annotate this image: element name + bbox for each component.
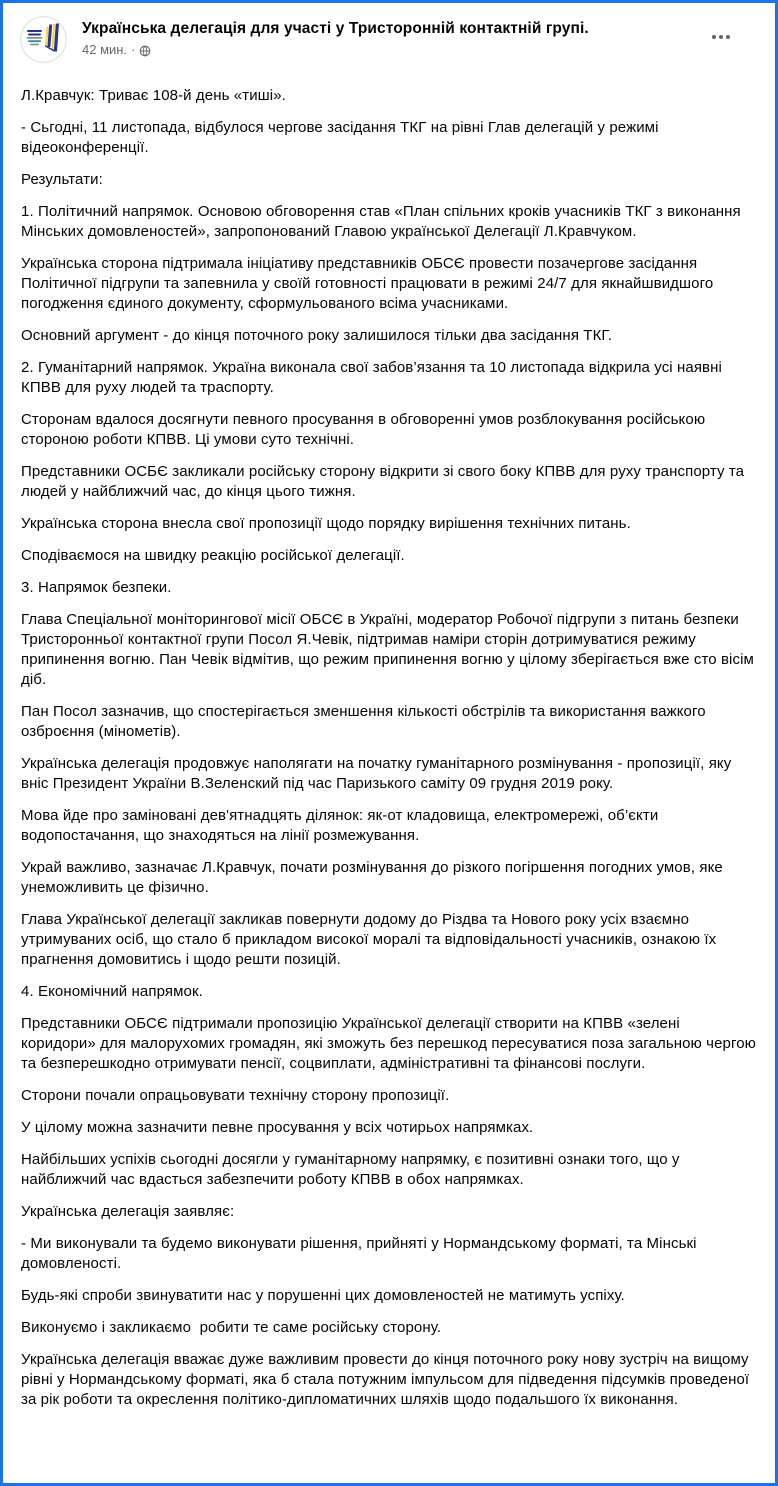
post-paragraph: У цілому можна зазначити певне просування у всіх чотирьох напрямках. bbox=[21, 1119, 534, 1136]
post-paragraph: Представники ОБСЄ підтримали пропозицію Української делегації створити на КПВВ «зелені коридори» для малорухомих громадян, які зможуть без перешкод пересуватися поза загальною чергою та безперешкодно отримувати пенсії, соцвиплати, адміністративні та фінансові послуги. bbox=[21, 1015, 761, 1072]
post-paragraph: Будь-які спроби звинуватити нас у порушенні цих домовленостей не матимуть успіху. bbox=[21, 1287, 625, 1304]
post-paragraph: - Сьгодні, 11 листопада, відбулося чергове засідання ТКГ на рівні Глав делегацій у режимі відеоконференції. bbox=[21, 119, 663, 156]
facebook-post-card bbox=[3, 3, 775, 1483]
post-paragraph: 3. Напрямок безпеки. bbox=[21, 579, 172, 596]
post-paragraph: Л.Кравчук: Триває 108-й день «тиші». bbox=[21, 87, 286, 104]
post-paragraph: Сторонам вдалося досягнути певного просування в обговоренні умов розблокування російською стороною роботи КПВВ. Ці умови суто технічні. bbox=[21, 411, 710, 448]
meta-separator: · bbox=[131, 42, 136, 57]
post-paragraph: 4. Економічний напрямок. bbox=[21, 983, 203, 1000]
post-paragraph: Українська делегація вважає дуже важливим провести до кінця поточного року нову зустріч на вищому рівні у Нормандському форматі, яка б стала потужним імпульсом для підведення підсумків проведеної за рік роботи та окреслення політико-дипломатичних шляхів щодо подальшого їх виконання. bbox=[21, 1351, 754, 1408]
post-paragraph: Глава Спеціальної моніторингової місії ОБСЄ в Україні, модератор Робочої підгрупи з питань безпеки Тристоронньої контактної групи Посол Я.Чевік, підтримав наміри сторін дотримуватися режиму припинення вогню. Пан Чевік відмітив, що режим припинення вогню у цілому зберігається вже сто вісім діб. bbox=[21, 611, 759, 688]
post-paragraph: Українська сторона внесла свої пропозиції щодо порядку вирішення технічних питань. bbox=[21, 515, 631, 532]
post-paragraph: 1. Політичний напрямок. Основою обговорення став «План спільних кроків учасників ТКГ з виконання Мінських домовленостей», запропонований Главою української Делегації Л.Кравчуком. bbox=[21, 203, 746, 240]
post-meta bbox=[82, 42, 703, 58]
post-paragraph: Основний аргумент - до кінця поточного року залишилося тільки два засідання ТКГ. bbox=[21, 327, 613, 344]
post-paragraph: Українська делегація заявляє: bbox=[21, 1203, 235, 1220]
post-paragraph: Сторони почали опрацьовувати технічну сторону пропозиції. bbox=[21, 1087, 450, 1104]
post-timestamp[interactable]: 42 мин. bbox=[82, 42, 128, 57]
page-name-link[interactable]: Українська делегація для участі у Тристоронній контактній групі. bbox=[82, 20, 589, 37]
globe-icon bbox=[139, 45, 151, 57]
post-paragraph: Мова йде про заміновані дев'ятнадцять ділянок: як-от кладовища, електромережі, об’єкти водопостачання, що знаходяться на лінії розмежування. bbox=[21, 807, 663, 844]
post-paragraph: Сподіваємося на швидку реакцію російської делегації. bbox=[21, 547, 405, 564]
post-text bbox=[3, 63, 775, 1426]
post-paragraph: Українська делегація продовжує наполягати на початку гуманітарного розмінування - пропозиції, яку вніс Президент України В.Зеленский під час Паризького саміту 09 грудня 2019 року. bbox=[21, 755, 736, 792]
post-header-text bbox=[82, 16, 703, 58]
post-paragraph: Виконуємо і закликаємо робити те саме російську сторону. bbox=[21, 1319, 442, 1336]
post-paragraph: Украй важливо, зазначає Л.Кравчук, почати розмінування до різкого погіршення погодних умов, яке унеможливить це фізично. bbox=[21, 859, 728, 896]
post-paragraph: Найбільших успіхів сьогодні досягли у гуманітарному напрямку, є позитивні ознаки того, що у найближчий час вдасться забезпечити роботу КПВВ в обох напрямках. bbox=[21, 1151, 684, 1188]
page-logo-icon bbox=[20, 16, 67, 63]
post-paragraph: Представники ОСБЄ закликали російську сторону відкрити зі свого боку КПВВ для руху транспорту та людей у найближчий час, до кінця цього тижня. bbox=[21, 463, 749, 500]
post-paragraph: Глава Української делегації закликав повернути додому до Різдва та Нового року усіх взаємно утримуваних осіб, що стало б прикладом високої моралі та відповідальності учасників, ознакою їх прагнення домовитись і щодо решти позицій. bbox=[21, 911, 721, 968]
post-paragraph: Українська сторона підтримала ініціативу представників ОБСЄ провести позачергове засідання Політичної підгрупи та запевнила у своїй готовності працювати в режимі 24/7 для якнайшвидшого погодження єдиного документу, сформульованого всіма учасниками. bbox=[21, 255, 718, 312]
post-paragraph: 2. Гуманітарний напрямок. Україна виконала свої забов’язання та 10 листопада відкрила усі наявні КПВВ для руху людей та траспорту. bbox=[21, 359, 727, 396]
post-paragraph: - Ми виконували та будемо виконувати рішення, прийняті у Нормандському форматі, та Мінські домовленості. bbox=[21, 1235, 701, 1272]
post-paragraph: Результати: bbox=[21, 171, 103, 188]
page-avatar[interactable] bbox=[20, 16, 67, 63]
post-header bbox=[3, 3, 775, 63]
post-paragraph: Пан Посол зазначив, що спостерігається зменшення кількості обстрілів та використання важкого озброєння (мінометів). bbox=[21, 703, 710, 740]
more-options-icon bbox=[711, 27, 731, 45]
more-options-button[interactable] bbox=[703, 18, 739, 54]
